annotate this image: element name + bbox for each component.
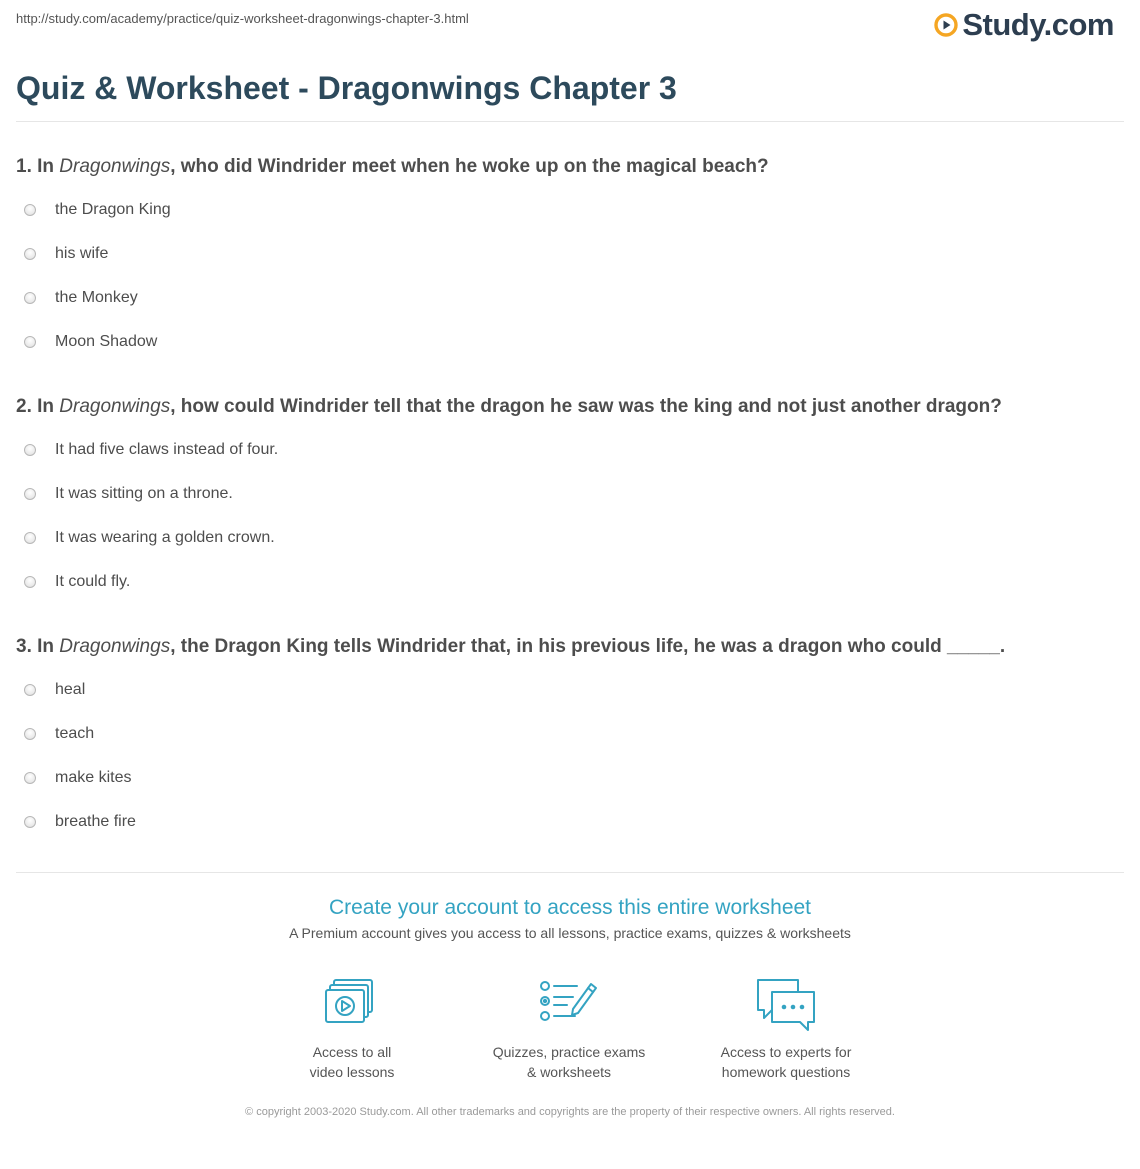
answer-option[interactable]: [16, 320, 1124, 364]
radio-button[interactable]: [24, 444, 36, 456]
radio-button[interactable]: [24, 684, 36, 696]
answer-label: It was wearing a golden crown.: [55, 529, 275, 546]
question-text: 3. In Dragonwings, the Dragon King tells Windrider that, in his previous life, he was a dragon who could _____.: [16, 636, 1006, 657]
video-lessons-icon: [320, 976, 384, 1032]
question-3: [16, 635, 1124, 844]
answer-label: make kites: [55, 769, 132, 786]
feature-video-lessons: [252, 976, 452, 1082]
answer-label: Moon Shadow: [55, 333, 158, 350]
feature-experts: [686, 976, 886, 1082]
answer-option[interactable]: [16, 516, 1124, 560]
question-text: 1. In Dragonwings, who did Windrider meet when he woke up on the magical beach?: [16, 156, 769, 177]
answer-label: It was sitting on a throne.: [55, 485, 233, 502]
title-divider: [16, 121, 1124, 122]
answer-options: [16, 188, 1124, 364]
radio-button[interactable]: [24, 728, 36, 740]
answer-label: It had five claws instead of four.: [55, 441, 279, 458]
book-title: Dragonwings: [59, 396, 171, 417]
answer-label: teach: [55, 725, 95, 742]
feature-label: Access to all video lessons: [309, 1044, 395, 1080]
quiz-checklist-icon: [537, 976, 601, 1032]
radio-button[interactable]: [24, 488, 36, 500]
answer-label: the Monkey: [55, 289, 138, 306]
cta-subtitle: A Premium account gives you access to all lessons, practice exams, quizzes & worksheets: [289, 925, 851, 941]
book-title: Dragonwings: [59, 156, 171, 177]
book-title: Dragonwings: [59, 636, 171, 657]
radio-button[interactable]: [24, 816, 36, 828]
answer-options: [16, 428, 1124, 604]
answer-option[interactable]: [16, 232, 1124, 276]
feature-quizzes: [469, 976, 669, 1082]
feature-label: Access to experts for homework questions: [720, 1044, 852, 1080]
radio-button[interactable]: [24, 772, 36, 784]
cta-divider: [16, 872, 1124, 873]
answer-option[interactable]: [16, 756, 1124, 800]
chat-bubbles-icon: [754, 976, 818, 1032]
answer-label: breathe fire: [55, 813, 136, 830]
answer-label: the Dragon King: [55, 201, 171, 218]
answer-option[interactable]: [16, 472, 1124, 516]
radio-button[interactable]: [24, 204, 36, 216]
copyright-notice: © copyright 2003-2020 Study.com. All other trademarks and copyrights are the property of their respective owners. All rights reserved.: [245, 1106, 895, 1118]
radio-button[interactable]: [24, 576, 36, 588]
page-url: http://study.com/academy/practice/quiz-worksheet-dragonwings-chapter-3.html: [16, 11, 469, 26]
answer-option[interactable]: [16, 428, 1124, 472]
page-title: Quiz & Worksheet - Dragonwings Chapter 3: [16, 70, 677, 106]
radio-button[interactable]: [24, 336, 36, 348]
question-text: 2. In Dragonwings, how could Windrider tell that the dragon he saw was the king and not just another dragon?: [16, 396, 1002, 417]
question-2: [16, 395, 1124, 604]
logo-text: Study.com: [962, 7, 1114, 42]
answer-option[interactable]: [16, 712, 1124, 756]
question-1: [16, 155, 1124, 364]
play-circle-icon: [934, 13, 958, 37]
answer-option[interactable]: [16, 188, 1124, 232]
radio-button[interactable]: [24, 248, 36, 260]
study-logo[interactable]: [934, 6, 1114, 44]
radio-button[interactable]: [24, 532, 36, 544]
answer-option[interactable]: [16, 668, 1124, 712]
feature-label: Quizzes, practice exams & worksheets: [492, 1044, 646, 1080]
answer-label: his wife: [55, 245, 109, 262]
answer-option[interactable]: [16, 560, 1124, 604]
answer-option[interactable]: [16, 800, 1124, 844]
answer-options: [16, 668, 1124, 844]
answer-option[interactable]: [16, 276, 1124, 320]
answer-label: It could fly.: [55, 573, 131, 590]
answer-label: heal: [55, 681, 86, 698]
cta-title[interactable]: Create your account to access this entire worksheet: [328, 896, 812, 919]
radio-button[interactable]: [24, 292, 36, 304]
